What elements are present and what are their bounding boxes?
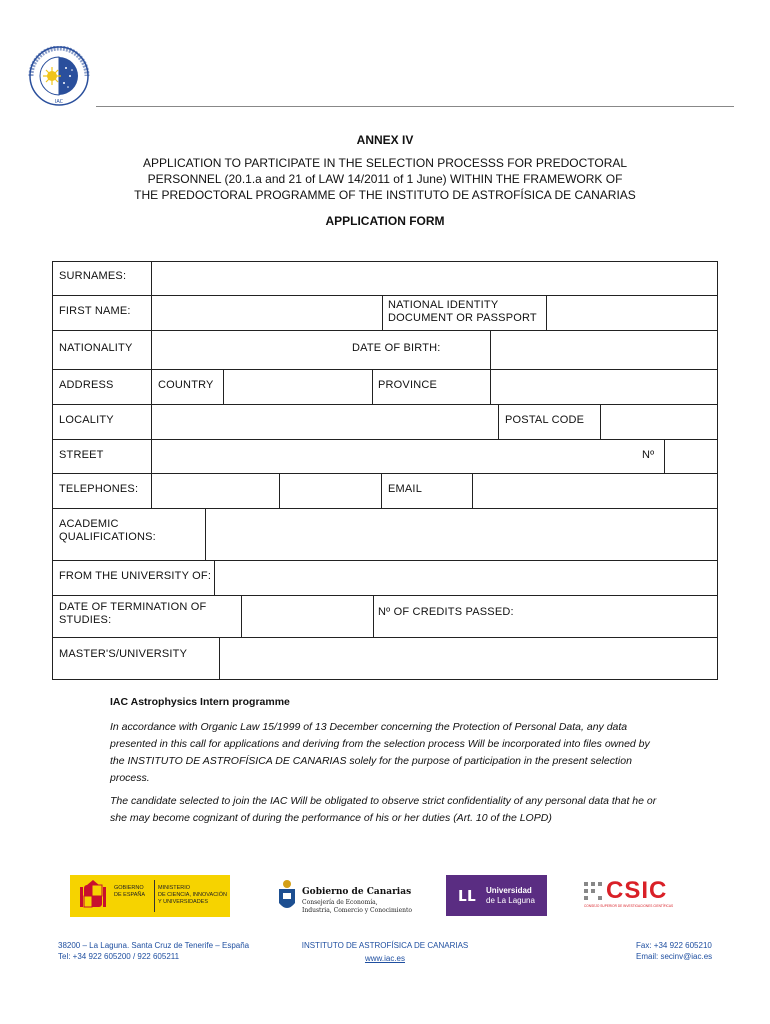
gobierno-canarias-logo <box>276 877 426 917</box>
masters-label: MASTER'S/UNIVERSITY <box>59 648 188 660</box>
row-academic <box>53 509 717 561</box>
termination-date-field[interactable] <box>242 596 373 637</box>
ull-text: Universidad de La Laguna <box>486 886 535 905</box>
surnames-field[interactable] <box>152 262 718 295</box>
gobierno-espana-logo <box>70 875 230 917</box>
notice-paragraph-2: The candidate selected to join the IAC Will be obligated to observe strict confidentiality of any personal data that he or she may become cognizant of during the performance of his or her duties (Art. 10 of the LOPD) <box>110 795 657 824</box>
form-title: APPLICATION FORM <box>325 214 445 228</box>
intro-text <box>0 155 770 203</box>
national-id-label: NATIONAL IDENTITY DOCUMENT OR PASSPORT <box>388 299 537 324</box>
svg-text:IAC: IAC <box>54 99 64 105</box>
row-masters <box>53 638 717 680</box>
telephones-label: TELEPHONES: <box>59 483 139 495</box>
first-name-field[interactable] <box>152 296 381 330</box>
canarias-subtitle: Consejería de Economía, Industria, Comercio y Conocimiento <box>302 899 413 914</box>
intro-line: APPLICATION TO PARTICIPATE IN THE SELECTION PROCESSS FOR PREDOCTORAL <box>142 156 628 170</box>
row-surnames <box>53 262 717 296</box>
province-label: PROVINCE <box>378 379 438 391</box>
application-form <box>52 261 718 680</box>
row-termination <box>53 596 717 638</box>
locality-field[interactable] <box>152 405 498 439</box>
row-telephones <box>53 474 717 509</box>
row-first-name <box>53 296 717 331</box>
country-field[interactable] <box>224 370 372 404</box>
masters-field[interactable] <box>220 638 718 680</box>
intro-line: THE PREDOCTORAL PROGRAMME OF THE INSTITUTO DE ASTROFÍSICA DE CANARIAS <box>134 188 636 202</box>
street-number-field[interactable] <box>665 440 718 473</box>
footer-institute-name: INSTITUTO DE ASTROFÍSICA DE CANARIAS <box>301 941 469 950</box>
csic-wordmark: CSIC <box>606 877 668 904</box>
notice-title: IAC Astrophysics Intern programme <box>110 696 290 708</box>
row-address <box>53 370 717 405</box>
termination-date-label: DATE OF TERMINATION OF STUDIES: <box>59 601 207 626</box>
canarias-title: Gobierno de Canarias <box>302 887 412 897</box>
date-of-birth-field[interactable] <box>491 331 718 369</box>
csic-subtitle: CONSEJO SUPERIOR DE INVESTIGACIONES CIENTÍFICAS <box>584 904 674 908</box>
iac-logo <box>22 46 96 106</box>
universidad-la-laguna-logo <box>446 875 547 916</box>
header-rule <box>96 106 734 107</box>
nationality-field[interactable] <box>152 331 346 369</box>
date-of-birth-label: DATE OF BIRTH: <box>352 342 441 354</box>
canarias-shield-icon <box>276 879 298 915</box>
footer-contact: Fax: +34 922 605210 Email: secinv@iac.es <box>636 941 713 961</box>
email-label: EMAIL <box>388 483 423 495</box>
row-street <box>53 440 717 474</box>
footer-address: 38200 – La Laguna. Santa Cruz de Tenerife – España Tel: +34 922 605200 / 922 605211 <box>58 941 250 961</box>
row-locality <box>53 405 717 440</box>
university-field[interactable] <box>215 561 718 595</box>
row-university <box>53 561 717 596</box>
first-name-label: FIRST NAME: <box>59 305 131 317</box>
street-number-label: Nº <box>642 449 655 461</box>
academic-qualifications-field[interactable] <box>206 509 718 560</box>
country-label: COUNTRY <box>158 379 214 391</box>
address-label: ADDRESS <box>59 379 114 391</box>
notice-paragraph-1: In accordance with Organic Law 15/1999 of 13 December concerning the Protection of Personal Data, any data presented in this call for applications and deriving from the selection process Will be incorporated into files owned by the INSTITUTO DE ASTROFÍSICA DE CANARIAS solely for the purpose of participation in the present selection process. <box>110 721 650 784</box>
gobierno-espana-text: GOBIERNO DE ESPAÑA <box>114 885 146 898</box>
spain-coat-of-arms-icon <box>78 879 108 913</box>
province-field[interactable] <box>491 370 718 404</box>
row-nationality <box>53 331 717 370</box>
credits-label: Nº OF CREDITS PASSED: <box>378 606 514 618</box>
csic-grid-icon <box>584 882 602 900</box>
title-block <box>0 133 770 228</box>
nationality-label: NATIONALITY <box>59 342 133 354</box>
ull-mark-icon: ʟʟ <box>458 884 477 906</box>
national-id-field[interactable] <box>547 296 718 330</box>
csic-logo <box>584 879 702 915</box>
postal-code-label: POSTAL CODE <box>505 414 585 426</box>
postal-code-field[interactable] <box>601 405 718 439</box>
telephone-field-2[interactable] <box>280 474 381 508</box>
university-label: FROM THE UNIVERSITY OF: <box>59 570 212 582</box>
street-field[interactable] <box>152 440 632 473</box>
locality-label: LOCALITY <box>59 414 114 426</box>
surnames-label: SURNAMES: <box>59 270 127 282</box>
privacy-notice <box>110 694 662 833</box>
academic-qualifications-label: ACADEMIC QUALIFICATIONS: <box>59 518 156 543</box>
website-link[interactable]: www.iac.es <box>364 954 405 963</box>
telephone-field-1[interactable] <box>152 474 279 508</box>
credits-field[interactable] <box>523 596 718 637</box>
ministerio-text: MINISTERIO DE CIENCIA, INNOVACIÓN Y UNIVERSIDADES <box>158 885 227 905</box>
footer-email[interactable]: Email: secinv@iac.es <box>636 952 713 961</box>
annex-heading: ANNEX IV <box>356 133 414 147</box>
email-field[interactable] <box>473 474 718 508</box>
street-label: STREET <box>59 449 104 461</box>
intro-line: PERSONNEL (20.1.a and 21 of LAW 14/2011 of 1 June) WITHIN THE FRAMEWORK OF <box>147 172 623 186</box>
